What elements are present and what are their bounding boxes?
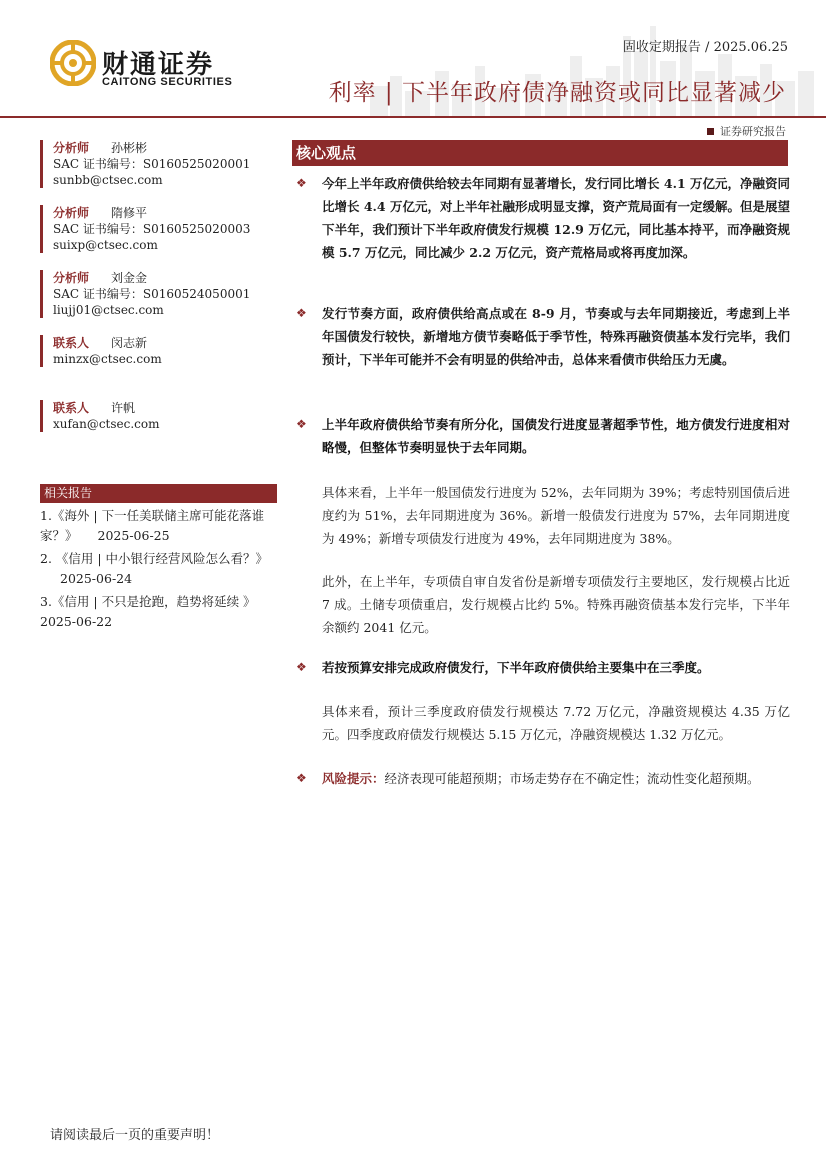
related-report-item[interactable] [40,549,280,589]
analyst-sac: SAC 证书编号：S0160524050001 [53,287,251,301]
key-point-text: 今年上半年政府债供给较去年同期有显著增长，发行同比增长 4.1 万亿元，净融资同比增长 4.4 万亿元，对上半年社融形成明显支撑，资产荒局面有一定缓解。但是展望下半年，我们预计下半年政府债发行规模 12.9 万亿元，同比基本持平，而净融资规模 5.7 万亿元，同比减少 2.2 万亿元，资产荒格局或将再度加深。 [322,176,790,260]
contact-card [53,335,283,367]
body-paragraph: 此外，在上半年，专项债自审自发省份是新增专项债发行主要地区，发行规模占比近 7 成。土储专项债重启，发行规模占比约 5%。特殊再融资债基本发行完毕，下半年余额约 2041 亿元。 [322,574,790,635]
related-report-date: 2025-06-25 [97,528,170,543]
caitong-logo-icon [50,40,96,86]
contact-email[interactable]: minzx@ctsec.com [53,352,162,366]
key-point [296,302,790,371]
analyst-role: 分析师 [53,271,90,285]
body-paragraph: 具体来看，预计三季度政府债发行规模达 7.72 万亿元，净融资规模达 4.35 万亿元。四季度政府债发行规模达 5.15 万亿元，净融资规模达 1.32 万亿元。 [322,704,790,742]
core-views-header: 核心观点 [292,140,788,166]
square-icon [707,128,714,135]
analyst-name: 隋修平 [111,206,148,220]
key-point-text: 发行节奏方面，政府债供给高点或在 8-9 月，节奏或与去年同期接近，考虑到上半年国债发行较快，新增地方债节奏略低于季节性，特殊再融资债基本发行完毕，我们预计，下半年可能并不会有明显的供给冲击，总体来看债市供给压力无虞。 [322,306,790,367]
report-title: 利率 | 下半年政府债净融资或同比显著减少 [328,80,786,106]
analyst-bar [40,205,43,253]
related-report-item[interactable] [40,592,280,632]
contact-role: 联系人 [53,336,90,350]
contact-bar [40,335,43,367]
related-report-title[interactable]: 1.《海外 | 下一任美联储主席可能花落谁家？》 [40,508,265,543]
related-report-title[interactable]: 3.《信用 | 不只是抢跑，趋势将延续 》 [40,594,256,609]
risk-text: 经济表现可能超预期；市场走势存在不确定性；流动性变化超预期。 [384,771,760,786]
diamond-bullet-icon: ❖ [296,771,307,785]
header-divider [0,116,826,118]
report-tag-label: 证券研究报告 [720,125,786,138]
report-type-date: 固收定期报告 / 2025.06.25 [622,40,788,55]
analyst-bar [40,140,43,188]
key-point [296,656,790,679]
key-point [296,172,790,264]
contact-email[interactable]: xufan@ctsec.com [53,417,160,431]
logo-wordmark-cn: 财通证券 [102,50,215,80]
related-report-item[interactable] [40,506,280,546]
contact-name: 许帆 [111,401,136,415]
contact-name: 闵志新 [111,336,148,350]
body-paragraph: 具体来看，上半年一般国债发行进度为 52%，去年同期为 39%；考虑特别国债后进度约为 51%，去年同期进度为 36%。新增一般债发行进度为 57%，去年同期进度为 49%；新增专项债发行进度为 49%，去年同期进度为 38%。 [322,485,790,546]
analyst-email[interactable]: suixp@ctsec.com [53,238,158,252]
analyst-email[interactable]: liujj01@ctsec.com [53,303,164,317]
contact-role: 联系人 [53,401,90,415]
related-reports-list [40,506,280,635]
analyst-name: 孙彬彬 [111,141,148,155]
diamond-bullet-icon: ❖ [296,306,307,320]
analyst-sac: SAC 证书编号：S0160525020003 [53,222,251,236]
contact-bar [40,400,43,432]
related-reports-header: 相关报告 [40,484,277,503]
risk-label: 风险提示： [322,771,385,786]
diamond-bullet-icon: ❖ [296,176,307,190]
analyst-email[interactable]: sunbb@ctsec.com [53,173,163,187]
key-point-text: 上半年政府债供给节奏有所分化，国债发行进度显著超季节性，地方债发行进度相对略慢，但整体节奏明显快于去年同期。 [322,417,790,455]
contact-card [53,400,283,432]
analyst-card [53,270,283,318]
related-report-date: 2025-06-22 [40,614,113,629]
diamond-bullet-icon: ❖ [296,660,307,674]
key-point-text: 若按预算安排完成政府债发行，下半年政府债供给主要集中在三季度。 [322,660,710,675]
analyst-card [53,205,283,253]
related-report-date: 2025-06-24 [60,571,133,586]
diamond-bullet-icon: ❖ [296,417,307,431]
footer-disclaimer: 请阅读最后一页的重要声明！ [50,1128,220,1143]
analyst-bar [40,270,43,318]
analyst-role: 分析师 [53,141,90,155]
risk-warning [296,767,790,790]
logo-wordmark-en: CAITONG SECURITIES [102,76,233,88]
analyst-sac: SAC 证书编号：S0160525020001 [53,157,251,171]
report-tag [707,123,786,139]
analyst-name: 刘金金 [111,271,148,285]
related-report-title[interactable]: 2. 《信用 | 中小银行经营风险怎么看？》 [40,551,269,566]
key-point [296,413,790,459]
analyst-role: 分析师 [53,206,90,220]
analyst-card [53,140,283,188]
